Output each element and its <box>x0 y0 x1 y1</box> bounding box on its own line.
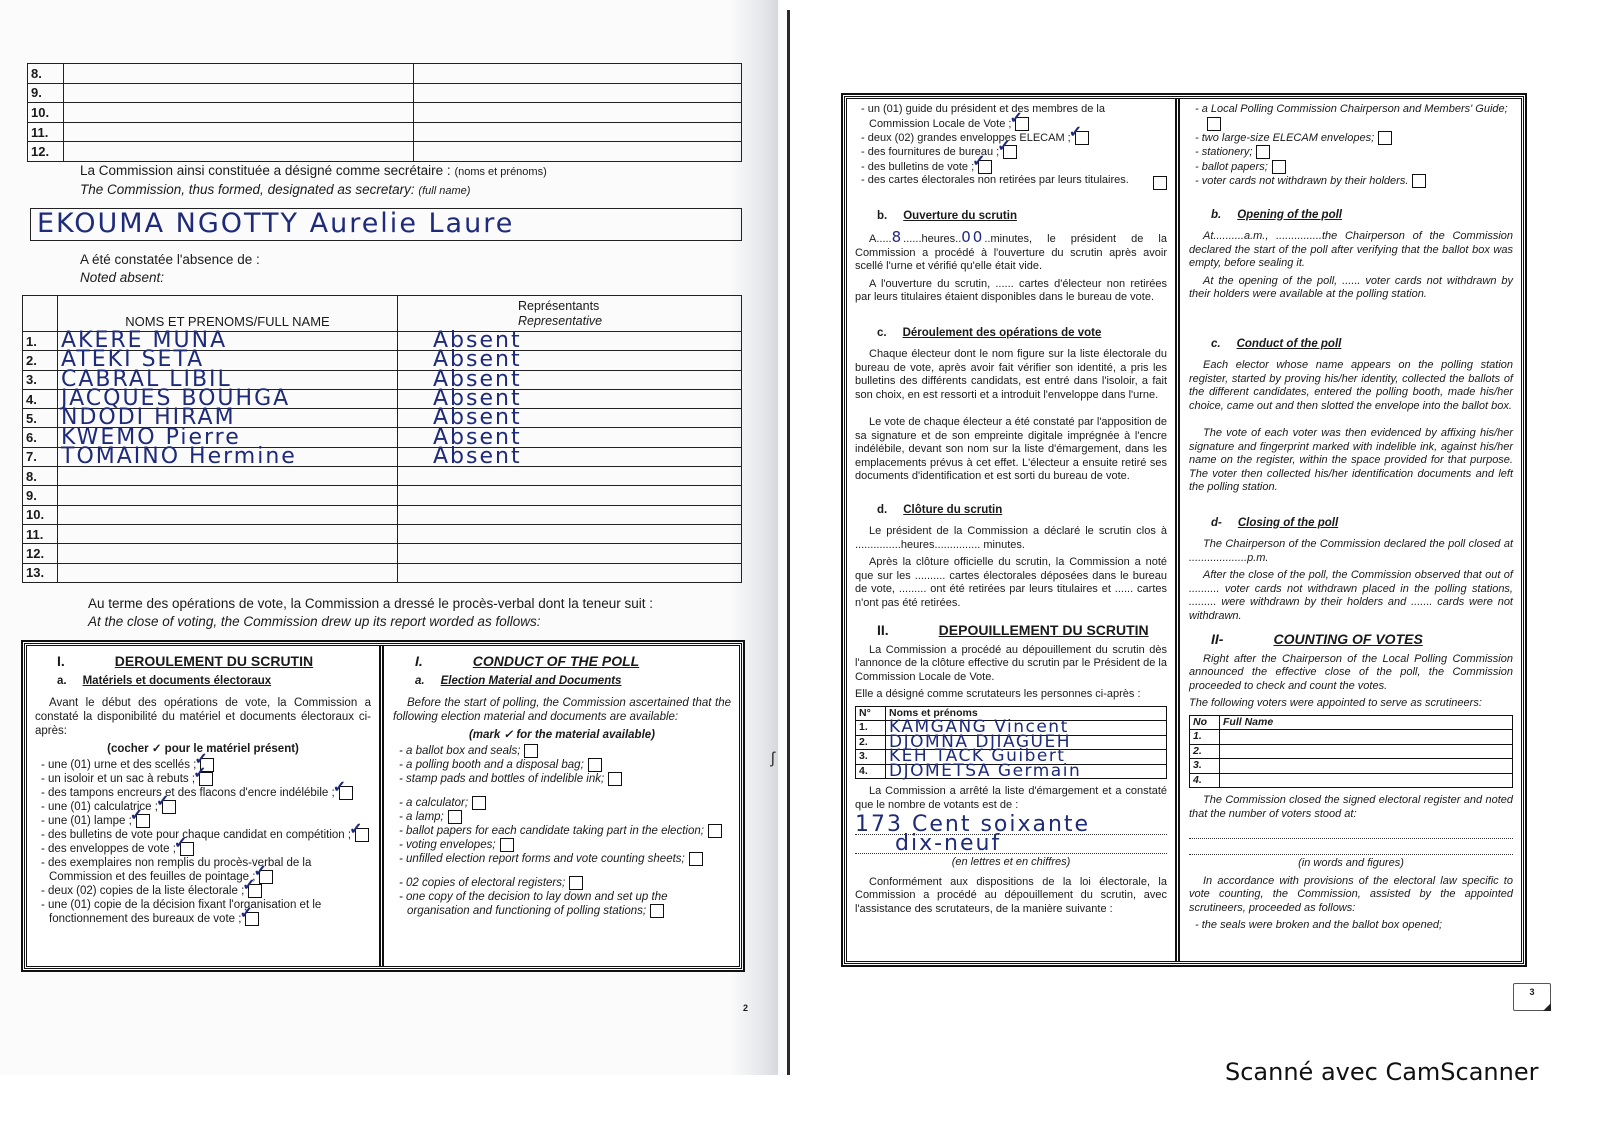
voter-count-line-1[interactable] <box>1189 825 1513 839</box>
section-fr-column: I. DEROULEMENT DU SCRUTIN a. Matériels et documents électoraux Avant le début des opérations de vote, la Commission a constaté la disponibilité du matériel et documents électoraux ci-après: (cocher ✓ pour le matériel présent) - une (01) urne et des scellés ;✓ - un isoloir et un sac à rebuts ;✓ - des tampons encreurs et des flacons d'encre indélébile ;✓ - une (01) calculatrice ;✓ - une (01) lampe ;✓ - des bulletins de vote pour chaque candidat en compétition ;✓ - des enveloppes de vote ;✓ - des exemplaires non remplis du procès-verbal de la Commission et des feuilles de pointage ;✓ - deux (02) copies de la liste électorale ;✓ - une (01) copie de la décision fixant l'organisation et le fonctionnement des bureaux de vote ;✓ <box>27 646 379 966</box>
checklist-item: - une (01) copie de la décision fixant l'organisation et le fonctionnement des bureaux de vote ;✓ <box>35 898 371 926</box>
subsection-title: Election Material and Documents <box>440 675 622 687</box>
checklist-item: - a polling booth and a disposal bag; <box>393 758 731 772</box>
checklist-item: - ballot papers; <box>1189 160 1513 174</box>
column-header-representative: Représentants Representative <box>398 296 742 332</box>
pen-mark: ʃ <box>771 750 775 767</box>
checklist-item: - deux (02) copies de la liste électorale ;✓ <box>35 884 371 898</box>
checkbox[interactable] <box>1015 117 1029 131</box>
checkbox[interactable] <box>259 870 273 884</box>
checklist-item: - deux (02) grandes enveloppes ELECAM ;✓ <box>855 131 1167 145</box>
close-of-voting-intro: Au terme des opérations de vote, la Commission a dressé le procès-verbal dont la teneur suit : At the close of voting, the Commission drew up its report worded as follows: <box>88 596 654 629</box>
table-row: 1. KAMGANG Vincent <box>856 721 1167 736</box>
scrutineers-table-en: No Full Name 1. 2. 3. 4. <box>1189 715 1513 789</box>
checklist-item: - une (01) urne et des scellés ;✓ <box>35 758 371 772</box>
page-number: 3 <box>1513 983 1551 1011</box>
opening-time-paragraph: A.....8......heures..00..minutes, le président de la Commission a procédé à l'ouverture du scrutin après avoir scellé l'urne et vérifié qu'elle était vide. <box>855 228 1167 273</box>
checklist-item: - une (01) calculatrice ;✓ <box>35 800 371 814</box>
table-row: 1. <box>1190 730 1513 745</box>
checklist-item: - des tampons encreurs et des flacons d'encre indélébile ;✓ <box>35 786 371 800</box>
checklist-item: - des exemplaires non remplis du procès-verbal de la Commission et des feuilles de pointage ;✓ <box>35 856 371 884</box>
checkbox[interactable] <box>689 852 703 866</box>
checkbox[interactable] <box>500 838 514 852</box>
table-row: 4. <box>1190 773 1513 788</box>
checklist-item: - one copy of the decision to lay down and set up the organisation and functioning of polling stations; <box>399 891 668 918</box>
checklist-item: - un isoloir et un sac à rebuts ;✓ <box>35 772 371 786</box>
table-row: 4. JACQUES BOUHGA Absent <box>23 389 742 408</box>
camscanner-watermark: Scanné avec CamScanner <box>1225 1058 1539 1086</box>
checklist-item: - a calculator; <box>393 796 731 810</box>
opening-hours-field[interactable]: 8 <box>891 228 904 247</box>
absent-label: A été constatée l'absence de : Noted absent: <box>80 252 260 285</box>
table-row: 10. <box>23 505 742 524</box>
checklist-item: - a ballot box and seals; <box>393 744 731 758</box>
checklist-item: - ballot papers for each candidate taking part in the election; <box>393 824 731 838</box>
checkbox[interactable] <box>588 758 602 772</box>
checkbox[interactable] <box>339 786 353 800</box>
table-row: 4. DJOMETSA Germain <box>856 764 1167 779</box>
checklist-item: - stamp pads and bottles of indelible ink; <box>393 772 731 786</box>
checkbox[interactable] <box>1003 145 1017 159</box>
subsection-title: Matériels et documents électoraux <box>82 675 272 687</box>
checklist-item: - des enveloppes de vote ;✓ <box>35 842 371 856</box>
checkbox[interactable] <box>355 828 369 842</box>
section-conduct-of-poll-box <box>24 643 742 969</box>
checklist-item: - des bulletins de vote pour chaque candidat en compétition ;✓ <box>35 828 371 842</box>
subsection-title: Déroulement des opérations de vote <box>902 326 1102 339</box>
subsection-title: Ouverture du scrutin <box>903 209 1017 222</box>
checklist-item: - voter cards not withdrawn by their holders. <box>1189 174 1513 188</box>
voter-count-line-2[interactable]: dix-neuf <box>855 835 1167 854</box>
checkbox[interactable] <box>1256 145 1270 159</box>
checklist-item: - stationery; <box>1189 145 1513 159</box>
checklist-item: - des fournitures de bureau ;✓ <box>855 145 1167 159</box>
checkbox[interactable] <box>650 904 664 918</box>
table-row: 2. DJOMNA DJIAGUEH <box>856 735 1167 750</box>
checkbox[interactable] <box>708 824 722 838</box>
section-en-column: I. CONDUCT OF THE POLL a. Election Material and Documents Before the start of polling, the Commission ascertained that the following election material and documents are available: (mark ✓ for the material available) - a ballot box and seals; - a polling booth and a disposal bag; - stamp pads and bottles of indelible ink; - a calculator; - a lamp; - ballot papers for each candidate taking part in the election; - voting envelopes; - unfilled election report forms and vote counting sheets; - 02 copies of electoral registers; - one copy of the decision to lay down and set up the organisation and functioning of polling stations; <box>393 653 731 918</box>
table-row: 10. <box>28 103 742 123</box>
checkbox[interactable] <box>1207 117 1221 131</box>
checklist-item: - des cartes électorales non retirées par leurs titulaires. <box>855 174 1167 188</box>
column-divider <box>1175 99 1180 961</box>
table-row: 8. <box>28 64 742 84</box>
checkbox[interactable] <box>162 800 176 814</box>
checkbox[interactable] <box>608 772 622 786</box>
secretary-name-field[interactable]: EKOUMA NGOTTY Aurelie Laure <box>30 208 742 241</box>
table-row: 3. <box>1190 759 1513 774</box>
subsection-title: Conduct of the poll <box>1236 337 1342 350</box>
section-title: COUNTING OF VOTES <box>1273 631 1423 648</box>
checkbox[interactable] <box>180 842 194 856</box>
subsection-title: Closing of the poll <box>1237 516 1339 529</box>
table-row: 12. <box>23 544 742 563</box>
section-title: DEROULEMENT DU SCRUTIN <box>114 653 314 669</box>
right-page-form-box <box>844 96 1524 964</box>
table-row: 6. KWEMO Pierre Absent <box>23 428 742 447</box>
table-row: 9. <box>28 83 742 103</box>
voter-count-line-2[interactable] <box>1189 841 1513 855</box>
table-row: 7. TOMAINO Hermine Absent <box>23 447 742 466</box>
checkbox[interactable] <box>245 912 259 926</box>
checklist-item: - voting envelopes; <box>393 838 731 852</box>
checkbox[interactable] <box>136 814 150 828</box>
scrutineers-table-fr: N° Noms et prénoms 1. KAMGANG Vincent 2. DJOMNA DJIAGUEH 3. KEH TACK Guibert 4. DJOMETSA Germain <box>855 706 1167 780</box>
checkbox[interactable] <box>1075 131 1089 145</box>
checkbox[interactable] <box>1153 176 1167 190</box>
checkbox[interactable] <box>472 796 486 810</box>
table-row: 8. <box>23 467 742 486</box>
checklist-item: - une (01) lampe ;✓ <box>35 814 371 828</box>
subsection-title: Opening of the poll <box>1237 208 1342 221</box>
section-title: DEPOUILLEMENT DU SCRUTIN <box>938 622 1149 639</box>
fr-column: - un (01) guide du président et des membres de la Commission Locale de Vote ;✓ - deux (02) grandes enveloppes ELECAM ;✓ - des fournitures de bureau ;✓ - des bulletins de vote ;✓ - des cartes électorales non retirées par leurs titulaires. b. Ouverture du scrutin A.....8......heures..00..minutes, le président de la Commission a procédé à l'ouverture du scrutin après avoir scellé l'urne et vérifié qu'elle était vide. A l'ouverture du scrutin, ...... cartes d'électeur non retirées par leurs titulaires étaient disponibles dans le bureau de vote. c. Déroulement des opérations de vote Chaque électeur dont le nom figure sur la liste électorale du bureau de vote, après avoir fait vérifier son identité, a pris les bulletins des différents candidats, est entré dans l'isoloir, a fait son choix, en est ressorti et a introduit l'enveloppe dans l'urne. Le vote de chaque électeur a été constaté par l'apposition de sa signature et de son empreinte digitale imprégnée à l'encre indélébile, devant son nom sur la liste d'émargement, dans les emplacements prévus à cet effet. L'électeur a ensuite retiré ses documents d'identification et est sorti du bureau de vote. d. Clôture du scrutin Le président de la Commission a déclaré le scrutin clos à ...............heures............... minutes. Après la clôture officielle du scrutin, la Commission a noté que sur les .......... cartes électorales déposées dans le bureau de vote, ......... ont été retirées par leurs titulaires et ...... cartes n'ont pas été retirées. II. DEPOUILLEMENT DU SCRUTIN La Commission a procédé au dépouillement du scrutin dès l'annonce de la clôture effective du scrutin par le Président de la Commission Locale de Vote. Elle a désigné comme scrutateurs les personnes ci-après : N° Noms et prénoms 1. KAMGANG Vincent 2. DJOMNA DJIAGUEH 3. KEH TACK Guibert 4. DJOMETSA Germain La Commission a arrêté la liste d'émargement et a constaté que le nombre de votants est de : 173 Cent soixante dix-neuf (en lettres et en chiffres) Conformément aux dispositions de la loi électorale, la Commission a procédé au dépouillement du scrutin, avec l'assistance des scrutateurs, de la manière suivante : <box>847 99 1175 961</box>
en-column: - a Local Polling Commission Chairperson and Members' Guide; - two large-size ELECAM envelopes; - stationery; - ballot papers; - voter cards not withdrawn by their holders. b. Opening of the poll At..........a.m., ...............the Chairperson of the Commission declared the start of the poll after verifying that the ballot box was empty, before sealing it. At the opening of the poll, ...... voter cards not withdrawn by their holders were available at the polling station. c. Conduct of the poll Each elector whose name appears on the polling station register, started by proving his/her identity, collected the ballots of the different candidates, entered the polling booth, made his/her choice, came out and then slotted the envelope into the ballot box. The vote of each voter was then evidenced by affixing his/her signature and fingerprint marked with indelible ink, against his/her name on the register, within the space provided for that purpose. The voter then collected his/her identification documents and left the polling station. d- Closing of the poll The Chairperson of the Commission declared the poll closed at ...................p.m. After the close of the poll, the Commission observed that out of .......... voter cards not withdrawn placed in the polling stations, ......... were withdrawn by their holders and ....... cards were not withdrawn. II- COUNTING OF VOTES Right after the Chairperson of the Local Polling Commission announced the effective close of the poll, the Commission proceeded to check and count the votes. The following voters were appointed to serve as scrutineers: No Full Name 1. 2. 3. 4. The Commission closed the signed electoral register and noted that the number of voters stood at: (in words and figures) In accordance with provisions of the electoral law specific to vote counting, the Commission, assisted by the appointed scrutineers, proceeded as follows: - the seals were broken and the ballot box opened; <box>1189 103 1513 932</box>
checklist-item: - unfilled election report forms and vote counting sheets; <box>393 852 731 866</box>
table-row: 1. AKERE MUNA Absent <box>23 332 742 351</box>
opening-minutes-field[interactable]: 00 <box>961 228 985 247</box>
checkbox[interactable] <box>1378 131 1392 145</box>
checklist-item: - a Local Polling Commission Chairperson and Members' Guide; <box>1189 103 1513 131</box>
table-row: 5. NDODI HIRAM Absent <box>23 409 742 428</box>
table-row: 3. CABRAL LIBIL Absent <box>23 370 742 389</box>
checkbox[interactable] <box>524 744 538 758</box>
checklist-item: - a lamp; <box>393 810 731 824</box>
table-row: 2. ATEKI SETA Absent <box>23 351 742 370</box>
table-row: 13. <box>23 563 742 582</box>
checkbox[interactable] <box>569 876 583 890</box>
checkbox[interactable] <box>1272 160 1286 174</box>
checkbox[interactable] <box>978 160 992 174</box>
column-divider <box>379 646 384 966</box>
checkbox[interactable] <box>248 884 262 898</box>
page-fold-line <box>787 10 790 1075</box>
absent-table <box>22 295 742 583</box>
checkbox[interactable] <box>1412 174 1426 188</box>
table-row: 11. <box>28 122 742 142</box>
subsection-title: Clôture du scrutin <box>903 503 1003 516</box>
table-row: 2. <box>1190 744 1513 759</box>
column-header-name: NOMS ET PRENOMS/FULL NAME <box>58 296 398 332</box>
checkbox[interactable] <box>199 772 213 786</box>
page-number: 2 <box>743 1003 749 1013</box>
checklist-item: - 02 copies of electoral registers; <box>393 876 731 890</box>
table-row: 9. <box>23 486 742 505</box>
voter-count-line-1[interactable]: 173 Cent soixante <box>855 816 1167 835</box>
table-row: 3. KEH TACK Guibert <box>856 750 1167 765</box>
members-table-continued <box>27 63 742 162</box>
table-row: 12. <box>28 142 742 162</box>
checklist-item: - un (01) guide du président et des membres de la Commission Locale de Vote ;✓ <box>855 103 1167 131</box>
checkbox[interactable] <box>448 810 462 824</box>
secretary-label: La Commission ainsi constituée a désigné comme secrétaire : (noms et prénoms) The Commission, thus formed, designated as secretary: (full name) <box>80 163 547 197</box>
checklist-item: - des bulletins de vote ;✓ <box>855 160 1167 174</box>
section-title: CONDUCT OF THE POLL <box>472 653 640 669</box>
table-row: 11. <box>23 524 742 543</box>
checklist-item: - two large-size ELECAM envelopes; <box>1189 131 1513 145</box>
